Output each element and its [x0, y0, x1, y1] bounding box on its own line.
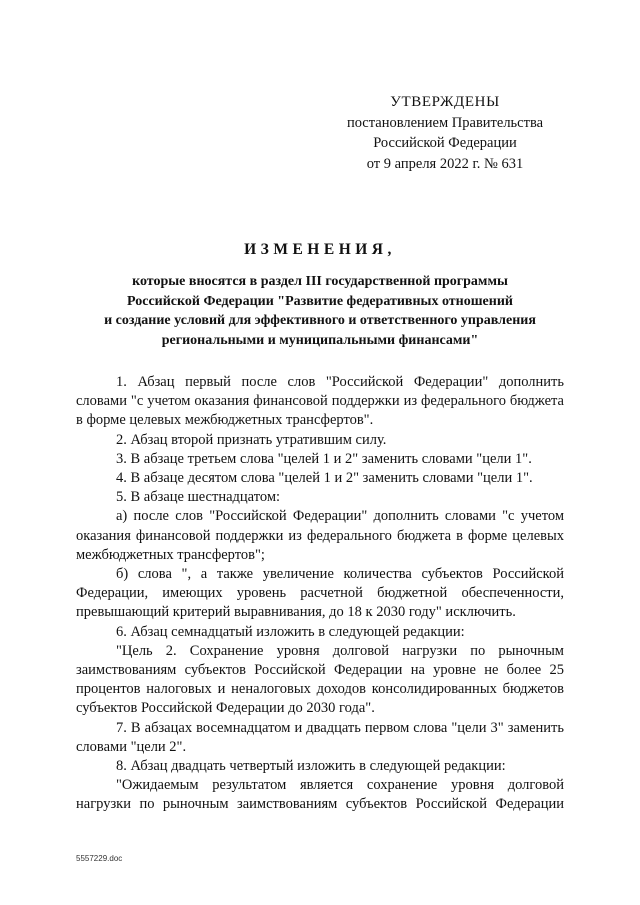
paragraph-2: 2. Абзац второй признать утратившим силу.	[116, 431, 387, 448]
approval-heading: УТВЕРЖДЕНЫ	[390, 94, 500, 110]
paragraph-6-quote: "Цель 2. Сохранение уровня долговой нагрузки по рыночным заимствованиям субъектов Российской Федерации на уровне не более 25 процентов налоговых и неналоговых доходов консолидированных бюджетов субъектов Российской Федерации до 2030 года".	[76, 642, 564, 717]
paragraph-8-quote: "Ожидаемым результатом является сохранение уровня долговой нагрузки по рыночным заимствованиям субъектов Российской Федерации	[76, 777, 564, 813]
paragraph-5: 5. В абзаце шестнадцатом:	[116, 489, 281, 506]
document-title	[40, 238, 600, 350]
paragraph-1: 1. Абзац первый после слов "Российской Федерации" дополнить словами "с учетом оказания финансовой поддержки из федерального бюджета в форме целевых межбюджетных трансфертов".	[76, 374, 564, 429]
file-reference: 5557229.doc	[76, 854, 123, 863]
paragraph-5a: а) после слов "Российской Федерации" дополнить словами "с учетом оказания финансовой поддержки из федерального бюджета в форме целевых межбюджетных трансфертов";	[76, 508, 564, 563]
approval-line-1: постановлением Правительства	[346, 114, 544, 131]
approval-line-2: Российской Федерации	[373, 135, 517, 151]
paragraph-6: 6. Абзац семнадцатый изложить в следующей редакции:	[116, 623, 465, 640]
subtitle-line: региональными и муниципальными финансами"	[161, 332, 479, 348]
title-main: ИЗМЕНЕНИЯ,	[244, 241, 396, 258]
subtitle-line: Российской Федерации "Развитие федеративных отношений	[127, 293, 513, 309]
document-body	[76, 373, 564, 815]
paragraph-5b: б) слова ", а также увеличение количества субъектов Российской Федерации, имеющих уровень расчетной бюджетной обеспеченности, превышающий критерий выравнивания, до 18 к 2030 году" исключить.	[76, 566, 564, 621]
paragraph-8: 8. Абзац двадцать четвертый изложить в следующей редакции:	[116, 758, 506, 775]
approval-stamp	[330, 92, 560, 174]
paragraph-7: 7. В абзацах восемнадцатом и двадцать первом слова "цели 3" заменить словами "цели 2".	[76, 719, 564, 755]
subtitle-line: которые вносятся в раздел III государственной программы	[132, 274, 508, 289]
approval-line-3: от 9 апреля 2022 г. № 631	[366, 155, 524, 172]
title-subtitle	[40, 272, 600, 350]
paragraph-4: 4. В абзаце десятом слова "целей 1 и 2" заменить словами "цели 1".	[116, 470, 533, 487]
subtitle-line: и создание условий для эффективного и ответственного управления	[104, 313, 536, 328]
paragraph-3: 3. В абзаце третьем слова "целей 1 и 2" заменить словами "цели 1".	[116, 450, 532, 467]
